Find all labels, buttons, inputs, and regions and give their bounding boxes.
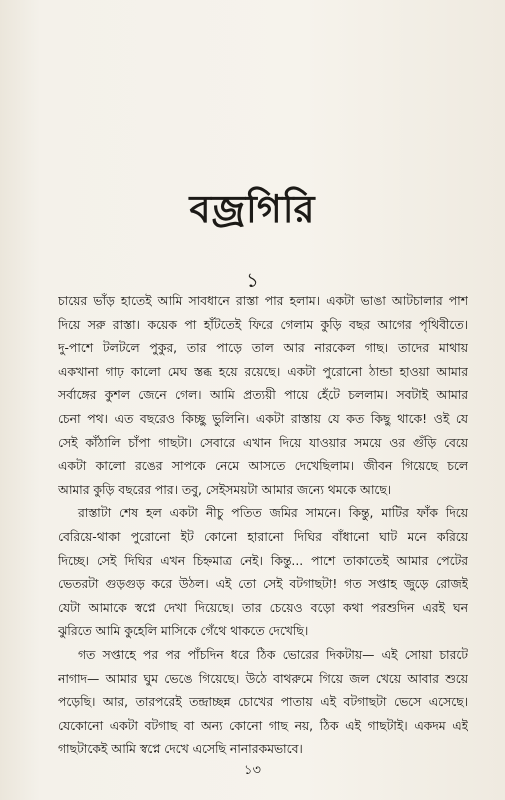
text-line: একখানা গাঢ় কালো মেঘ স্তব্ধ হয়ে রয়েছে। একটা পুরোনো ঠান্ডা হাওয়া আমার xyxy=(58,364,468,379)
text-line: পড়েছি। আর, তারপরেই তন্দ্রাচ্ছন্ন চোখের পাতায় এই বটগাছটা ভেসে এসেছে। xyxy=(58,695,468,710)
text-line: দিচ্ছে। সেই দিঘির এখন চিহ্নমাত্র নেই। কিন্তু... পাশে তাকাতেই আমার পেটের xyxy=(58,553,468,568)
page-number: ১৩ xyxy=(244,763,261,778)
text-line: গাছটাকেই আমি স্বপ্নে দেখে এসেছি নানারকমভাবে। xyxy=(58,742,303,757)
text-line: গত সপ্তাহে পর পর পাঁচদিন ধরে ঠিক ভোরের দিকটায়— এই সোয়া চারটে xyxy=(78,647,468,662)
text-line: দিয়ে সরু রাস্তা। কয়েক পা হাঁটতেই ফিরে গেলাম কুড়ি বছর আগের পৃথিবীতে। xyxy=(58,317,468,332)
text-line: ভেতরটা গুড়গুড় করে উঠল। এই তো সেই বটগাছটা! গত সপ্তাহ জুড়ে রোজই xyxy=(58,577,468,592)
text-line: একটা কালো রঙের সাপকে নেমে আসতে দেখেছিলাম। জীবন গিয়েছে চলে xyxy=(58,459,468,474)
paragraph xyxy=(58,502,468,644)
chapter-number: ১ xyxy=(246,268,259,292)
body-text xyxy=(58,290,468,762)
chapter-title: বজ্রগিরি xyxy=(189,186,316,231)
text-line: যেকোনো একটা বটগাছ বা অন্য কোনো গাছ নয়, ঠিক এই গাছটাই। একদম এই xyxy=(58,718,468,733)
text-line: সেই কাঁঠালি চাঁপা গাছটা। সেবারে এখান দিয়ে যাওয়ার সময়ে ওর গুঁড়ি বেয়ে xyxy=(58,435,468,450)
text-line: যেটা আমাকে স্বপ্নে দেখা দিয়েছে। তার চেয়েও বড়ো কথা পরশুদিন এরই ঘন xyxy=(58,600,468,615)
paragraph xyxy=(58,290,468,502)
text-line: নাগাদ— আমার ঘুম ভেঙে গিয়েছে। উঠে বাথরুমে গিয়ে জল খেয়ে আবার শুয়ে xyxy=(58,671,468,686)
text-line: সর্বাঙ্গের কুশল জেনে গেল। আমি প্রত্যয়ী পায়ে হেঁটে চললাম। সবটাই আমার xyxy=(58,388,468,403)
text-line: ঝুরিতে আমি কুহেলি মাসিকে গেঁথে থাকতে দেখেছি। xyxy=(58,624,309,639)
paragraph xyxy=(58,644,468,762)
text-line: দু-পাশে টলটলে পুকুর, তার পাড়ে তাল আর নারকেল গাছ। তাদের মাথায় xyxy=(58,341,468,356)
text-line: চেনা পথ। এত বছরেও কিচ্ছু ভুলিনি। একটা রাস্তায় যে কত কিছু থাকে! ওই যে xyxy=(58,411,468,426)
text-line: আমার কুড়ি বছরের পার। তবু, সেইসময়টা আমার জন্যে থমকে আছে। xyxy=(58,482,392,497)
text-line: চায়ের ভাঁড় হাতেই আমি সাবধানে রাস্তা পার হলাম। একটা ভাঙা আটচালার পাশ xyxy=(58,294,468,308)
text-line: বেরিয়ে-থাকা পুরোনো ইট কোনো হারানো দিঘির বাঁধানো ঘাট মনে করিয়ে xyxy=(58,529,468,544)
text-line: রাস্তাটা শেষ হল একটা নীচু পতিত জমির সামনে। কিন্তু, মাটির ফাঁক দিয়ে xyxy=(78,506,468,521)
